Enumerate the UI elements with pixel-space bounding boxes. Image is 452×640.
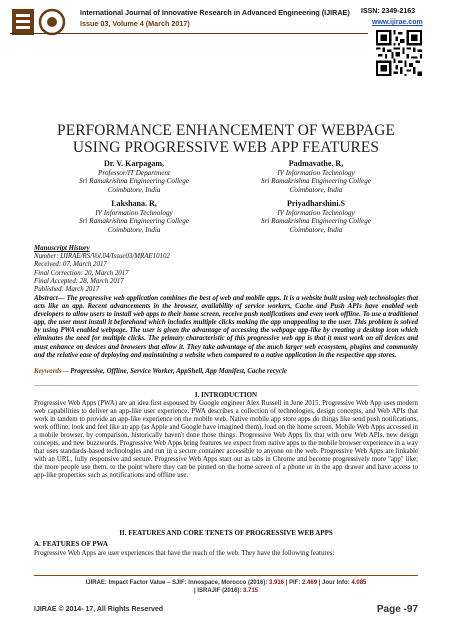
author-block-3 <box>44 200 224 234</box>
author-role: IV Information Technology <box>277 168 355 177</box>
manuscript-published: Published: March 2017 <box>34 286 100 294</box>
author-college: Sri Ramakrishna Engineering College <box>79 177 189 186</box>
author-city: Coimbatore, India <box>107 225 161 234</box>
paper-title <box>30 122 422 156</box>
journal-name: International Journal of Innovative Research in Advanced Engineering (IJIRAE) <box>80 8 350 17</box>
abstract-paragraph: Abstract— The progressive web application combines the best of web and mobile apps. It is a website built using web technologies that acts like an app. Recent advancements in the browser, availability of service workers, Cache and Push APIs have enabled web developers to allow users to install web apps to their home screen, receive push notifications and even work offline. To use a traditional app, the user must install it beforehand which includes multiple clicks making the app unappealing to the user. This problem is solved by using PWA enabled webpage. The user is given the advantage of accessing the webpage app-like by creating a desktop icon which eliminates the need for multiple clicks. The primary characteristic of this progressive web app is that it must work on all devices and must enhance on devices and browsers that allow it. They take advantage of the much larger web ecosystem, plugins and community and the relative ease of deploying and maintaining a website when compared to a native application in the respective app stores. <box>34 295 418 359</box>
author-name: Lakshana. R, <box>111 199 157 208</box>
copyright-notice: IJIRAE © 2014- 17, All Rights Reserved <box>34 606 164 613</box>
keywords-list: Progressive, Offline, Service Worker, AppShell, App Manifest, Cache recycle <box>70 368 287 375</box>
author-name: Dr. V. Karpagam, <box>103 159 165 168</box>
impact-factor-line <box>34 580 418 586</box>
pif-prefix: | PIF: <box>284 580 303 586</box>
journal-header <box>0 0 452 78</box>
paper-title-line-1: PERFORMANCE ENHANCEMENT OF WEBPAGE <box>57 122 395 139</box>
qr-code-icon <box>376 30 422 76</box>
jour-prefix: | Jour Info: <box>317 580 352 586</box>
author-role: IV Information Technology <box>277 208 355 217</box>
author-college: Sri Ramakrishna Engineering College <box>261 217 371 226</box>
impact-prefix: IJIRAE: Impact Factor Value – SJIF: Innospace, Morocco (2016): <box>85 580 269 586</box>
header-divider <box>10 33 368 34</box>
isra-value: 3.715 <box>243 588 259 594</box>
manuscript-received: Received: 07, March 2017 <box>34 261 107 269</box>
pif-value: 2.469 <box>302 580 318 586</box>
manuscript-history-heading: Manuscript History <box>34 245 90 252</box>
author-city: Coimbatore, India <box>107 185 161 194</box>
introduction-paragraph: Progressive Web Apps (PWA) are an idea first espoused by Google engineer Alex Russell in June 2015. Progressive Web App uses modern web capabilities to deliver an app-like user experience. PWA describes a collection of technologies, design concepts, and Web APIs that work in tandem to provide an app-like experience on the mobile web. Native mobile app store apps do things like send push notifications, work offline, look and feel like an app (as Apple and Google have imagined them), load on the home screen. Mobile Web Apps accessed in a mobile browser, by comparison, historically haven't done those things. Progressive Web Apps fix that with new Web APIs, new design concepts, and new buzzwords. Progressive Web Apps bring features we expect from native apps to the mobile browser experience in a way that uses standards-based technologies and run in a secure container accessible to anyone on the web. Progressive Web Apps are linkable with an URL, fully responsive and secure. Progressive Web Apps start out as tabs in Chrome and become progressively more "app" like; the more people use them, to the point where they can be pinned on the home screen of a phone or in the app drawer and have access to app-like properties such as notifications and offline use. <box>34 400 418 480</box>
author-block-2 <box>226 160 406 194</box>
author-name: Padmavathe. R, <box>288 159 344 168</box>
author-city: Coimbatore, India <box>289 185 343 194</box>
sjif-value: 3.916 <box>268 580 284 586</box>
journal-issn: ISSN: 2349-2163 <box>361 8 416 15</box>
manuscript-final-accepted: Final Accepted: 28, March 2017 <box>34 277 124 285</box>
manuscript-final-correction: Final Correction: 20, March 2017 <box>34 269 129 277</box>
section-heading-introduction: I. INTRODUCTION <box>194 391 258 399</box>
author-block-1 <box>44 160 224 194</box>
subsection-heading-features-of-pwa: A. FEATURES OF PWA <box>34 540 108 548</box>
footer-divider <box>34 575 418 576</box>
manuscript-number: Number: IJIRAE/RS/Vol.04/Issue03/MRAE10102 <box>34 253 170 261</box>
author-name: Priyadharshini.S <box>286 199 345 208</box>
keywords-label: Keywords— <box>34 368 69 375</box>
page-number: Page -97 <box>376 604 418 615</box>
author-role: IV Information Technology <box>95 208 173 217</box>
manuscript-history <box>34 245 170 294</box>
author-city: Coimbatore, India <box>289 225 343 234</box>
author-role: Professor/IT Department <box>97 168 171 177</box>
author-college: Sri Ramakrishna Engineering College <box>79 217 189 226</box>
paper-title-line-2: USING PROGRESSIVE WEB APP FEATURES <box>72 139 380 156</box>
keywords-line <box>34 368 418 375</box>
section-divider <box>34 385 418 386</box>
isra-impact-line <box>34 588 418 594</box>
section-heading-features: II. FEATURES AND CORE TENETS OF PROGRESSIVE WEB APPS <box>119 529 333 537</box>
author-college: Sri Ramakrishna Engineering College <box>261 177 371 186</box>
jour-info-value: 4.085 <box>351 580 367 586</box>
author-block-4 <box>226 200 406 234</box>
features-intro-paragraph: Progressive Web Apps are user experiences that have the reach of the web. They have the following features: <box>34 550 335 557</box>
isra-prefix: | ISRAJIF (2016): <box>193 588 243 594</box>
journal-issue: Issue 03, Volume 4 (March 2017) <box>80 19 190 28</box>
journal-url-link[interactable]: www.ijirae.com <box>372 19 423 26</box>
